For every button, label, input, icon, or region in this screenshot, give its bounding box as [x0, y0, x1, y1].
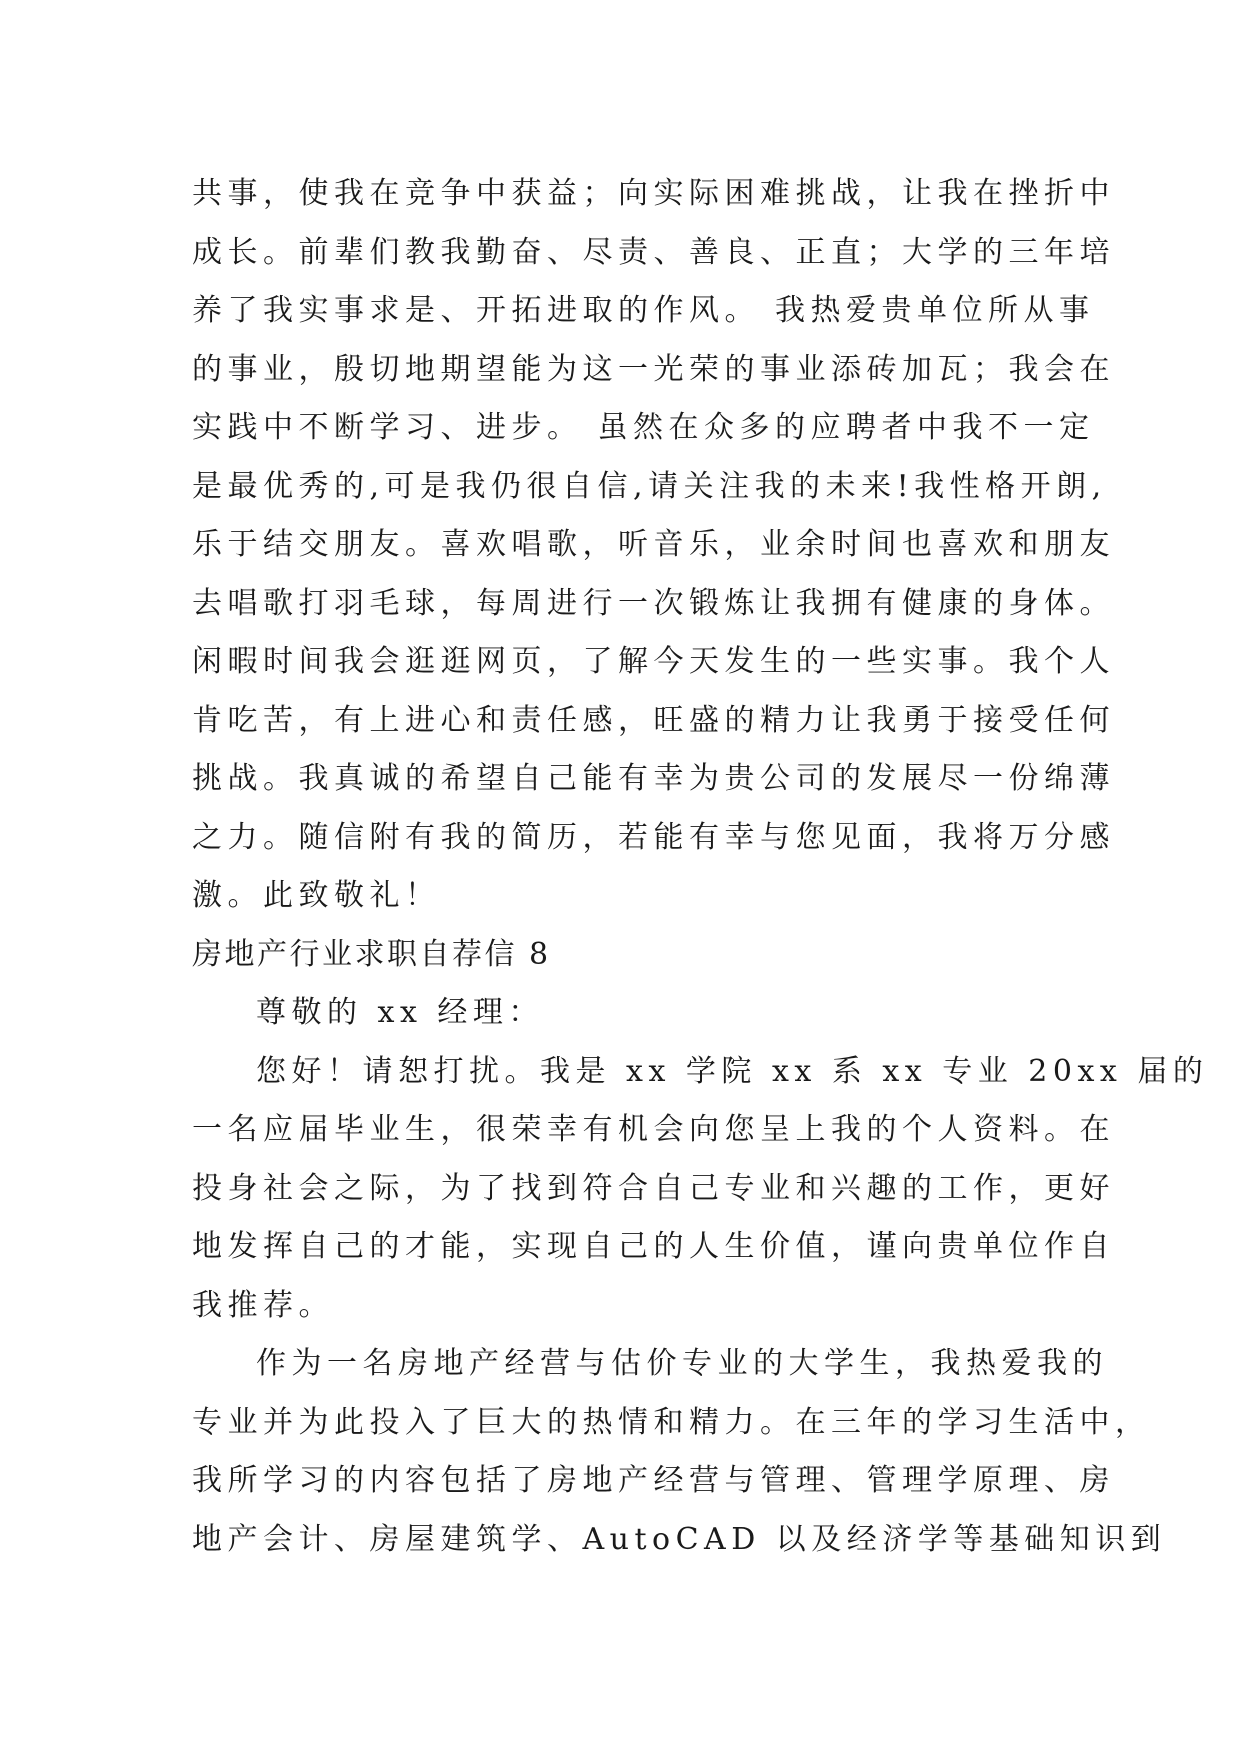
- text-line: 挑战。我真诚的希望自己能有幸为贵公司的发展尽一份绵薄: [192, 761, 1115, 796]
- text-line: 去唱歌打羽毛球，每周进行一次锻炼让我拥有健康的身体。: [192, 585, 1115, 621]
- salutation: 尊敬的 xx 经理：: [256, 995, 544, 1030]
- text-line: 的事业，殷切地期望能为这一光荣的事业添砖加瓦；我会在: [192, 351, 1115, 387]
- paragraph-line: 地产会计、房屋建筑学、AutoCAD 以及经济学等基础知识到: [192, 1521, 1167, 1557]
- paragraph-line: 我推荐。: [192, 1287, 334, 1323]
- text-line: 闲暇时间我会逛逛网页，了解今天发生的一些实事。我个人: [192, 644, 1115, 679]
- section-title: 房地产行业求职自荐信 8: [192, 936, 551, 972]
- text-line: 是最优秀的,可是我仍很自信,请关注我的未来!我性格开朗,: [192, 468, 1107, 504]
- paragraph-line: 您好！请恕打扰。我是 xx 学院 xx 系 xx 专业 20xx 届的: [256, 1053, 1209, 1089]
- text-line: 肯吃苦，有上进心和责任感，旺盛的精力让我勇于接受任何: [192, 702, 1115, 738]
- text-line: 之力。随信附有我的简历，若能有幸与您见面，我将万分感: [192, 819, 1115, 855]
- paragraph-line: 投身社会之际，为了找到符合自己专业和兴趣的工作，更好: [192, 1170, 1115, 1206]
- document-body: [192, 165, 1209, 1569]
- text-line: 成长。前辈们教我勤奋、尽责、善良、正直；大学的三年培: [192, 234, 1115, 270]
- text-line: 乐于结交朋友。喜欢唱歌，听音乐，业余时间也喜欢和朋友: [192, 527, 1115, 562]
- text-line: 实践中不断学习、进步。 虽然在众多的应聘者中我不一定: [192, 410, 1095, 445]
- text-line: 养了我实事求是、开拓进取的作风。 我热爱贵单位所从事: [192, 293, 1095, 328]
- paragraph-line: 一名应届毕业生，很荣幸有机会向您呈上我的个人资料。在: [192, 1112, 1115, 1147]
- text-line: 激。此致敬礼！: [192, 878, 441, 913]
- paragraph-line: 地发挥自己的才能，实现自己的人生价值，谨向贵单位作自: [192, 1229, 1115, 1264]
- paragraph-line: 作为一名房地产经营与估价专业的大学生，我热爱我的: [256, 1346, 1108, 1381]
- paragraph-line: 我所学习的内容包括了房地产经营与管理、管理学原理、房: [192, 1463, 1115, 1498]
- text-line: 共事，使我在竞争中获益；向实际困难挑战，让我在挫折中: [192, 176, 1115, 211]
- paragraph-line: 专业并为此投入了巨大的热情和精力。在三年的学习生活中，: [192, 1404, 1151, 1440]
